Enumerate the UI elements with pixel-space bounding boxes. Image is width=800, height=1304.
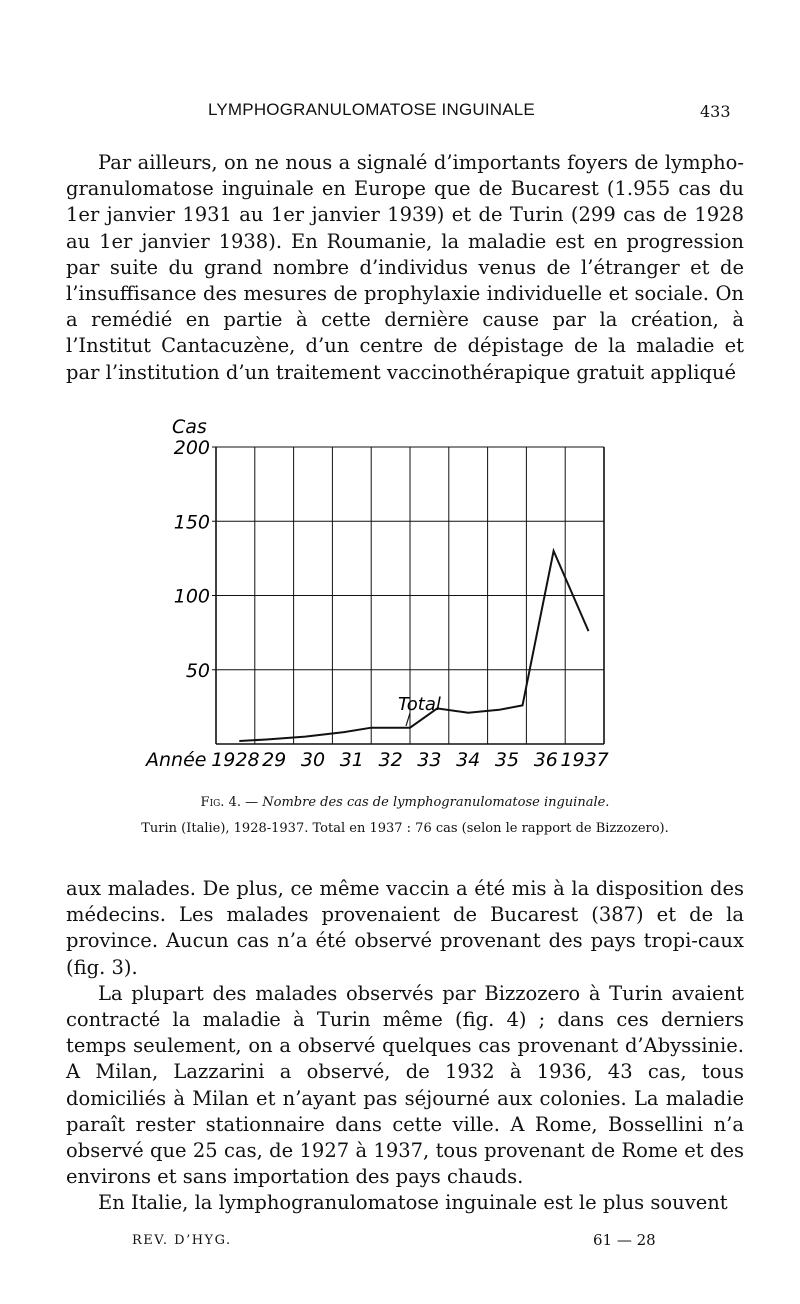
x-axis-ticks bbox=[211, 749, 609, 771]
running-header-title: LYMPHOGRANULOMATOSE INGUINALE bbox=[208, 100, 535, 119]
paragraph: En Italie, la lymphogranulomatose inguinale est le plus souvent bbox=[98, 1191, 728, 1215]
x-tick-label: 1928 bbox=[211, 749, 260, 771]
x-tick-label: 36 bbox=[533, 749, 558, 771]
y-tick-label: 50 bbox=[185, 659, 210, 682]
figure-caption bbox=[66, 790, 744, 842]
figure-subtitle: Turin (Italie), 1928-1937. Total en 1937 : 76 cas (selon le rapport de Bizzozero). bbox=[141, 821, 669, 836]
y-tick-label: 100 bbox=[173, 585, 210, 608]
x-tick-label: 32 bbox=[378, 749, 403, 771]
page-number: 433 bbox=[700, 102, 731, 121]
x-tick-label: 35 bbox=[494, 749, 520, 771]
cases-line-chart bbox=[0, 405, 800, 790]
paragraph: Par ailleurs, on ne nous a signalé d’importants foyers de lympho-granulomatose inguinale en Europe que de Bucarest (1.955 cas du 1er janvier 1931 au 1er janvier 1939) et de Turin (299 cas de 1928 au 1er janvier 1938). En Roumanie, la maladie est en progression par suite du grand nombre d’individus venus de l’étranger et de l’insuffisance des mesures de prophylaxie individuelle et sociale. On a remédié en partie à cette dernière cause par la création, à l’Institut Cantacuzène, d’un centre de dépistage de la maladie et par l’institution d’un traitement vaccinothérapique gratuit appliqué bbox=[66, 151, 744, 384]
paragraph: La plupart des malades observés par Bizzozero à Turin avaient contracté la maladie à Turin même (fig. 4) ; dans ces derniers temps seulement, on a observé quelques cas provenant d’Abyssinie. A Milan, Lazzarini a observé, de 1932 à 1936, 43 cas, tous domiciliés à Milan et n’ayant pas séjourné aux colonies. La maladie paraît rester stationnaire dans cette ville. A Rome, Bossellini n’a observé que 25 cas, de 1927 à 1937, tous provenant de Rome et des environs et sans importation des pays chauds. bbox=[66, 981, 744, 1189]
figure-title: — Nombre des cas de lymphogranulomatose inguinale. bbox=[245, 795, 610, 810]
x-tick-label: 33 bbox=[417, 749, 442, 771]
x-tick-label: 29 bbox=[262, 749, 287, 771]
paragraph-top bbox=[66, 150, 744, 386]
x-axis-label: Année bbox=[146, 749, 207, 771]
y-axis-ticks bbox=[174, 437, 210, 682]
x-tick-label: 34 bbox=[456, 749, 481, 771]
paragraph: aux malades. De plus, ce même vaccin a été mis à la disposition des médecins. Les malades provenaient de Bucarest (387) et de la province. Aucun cas n’a été observé provenant des pays tropi-caux (fig. 3). bbox=[66, 877, 744, 979]
figure-number: Fig. 4. bbox=[200, 795, 241, 810]
y-tick-label: 150 bbox=[173, 511, 210, 534]
x-tick-label: 31 bbox=[339, 749, 364, 771]
y-tick-label: 200 bbox=[173, 437, 210, 459]
y-axis-label: Cas bbox=[172, 416, 207, 438]
x-tick-label: 1937 bbox=[560, 749, 609, 771]
paragraph-bottom bbox=[66, 876, 744, 1217]
x-tick-label: 30 bbox=[300, 749, 326, 771]
footer-journal: REV. D’HYG. bbox=[132, 1233, 232, 1248]
footer-signature-mark: 61 — 28 bbox=[593, 1231, 656, 1249]
series-label-total: Total bbox=[398, 694, 441, 715]
